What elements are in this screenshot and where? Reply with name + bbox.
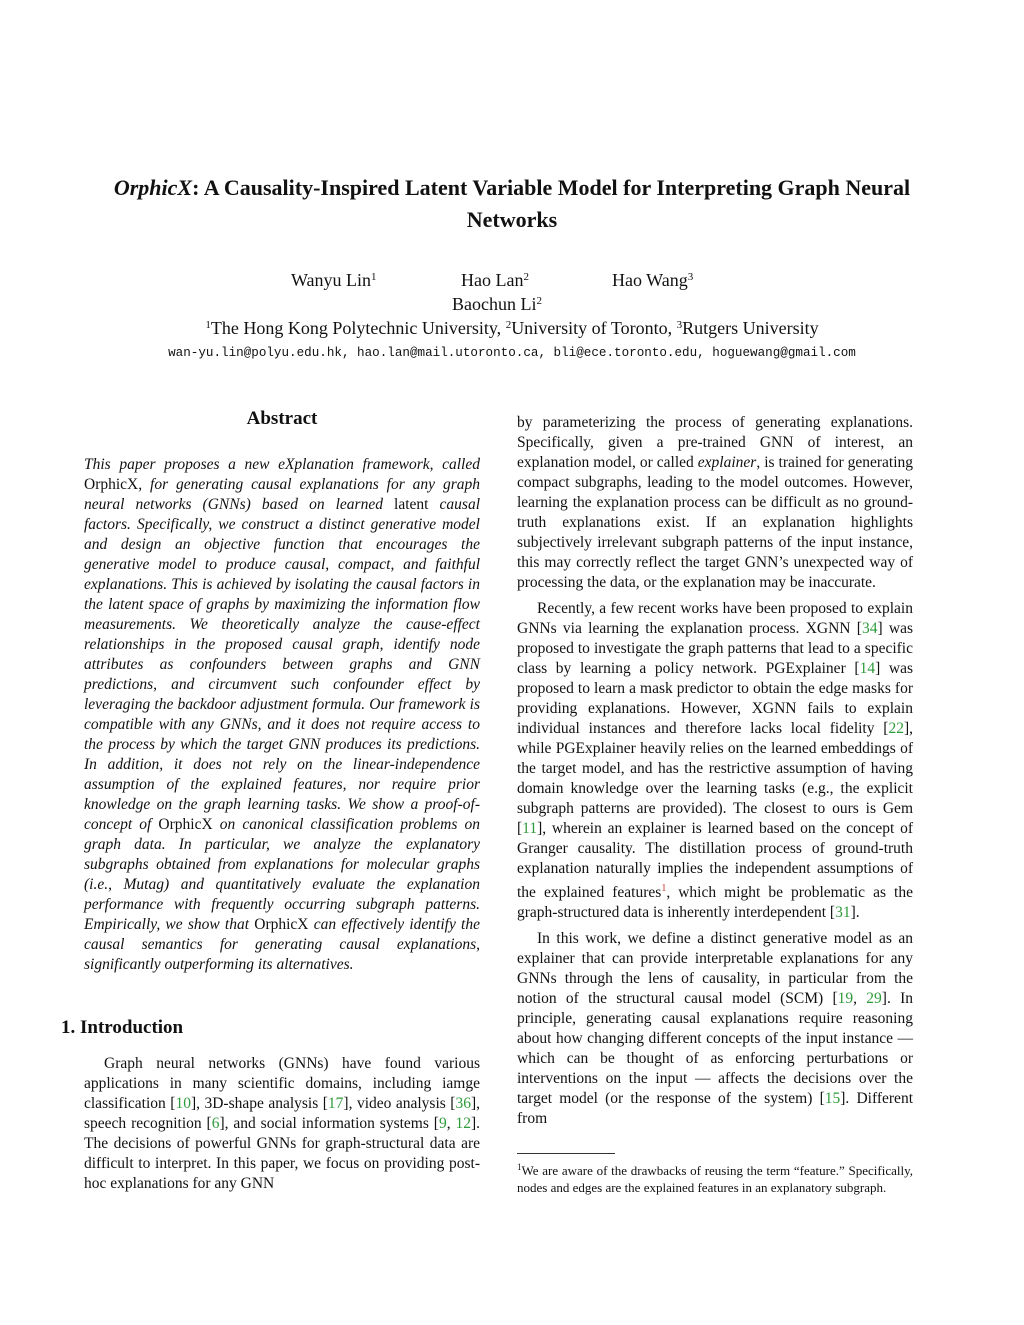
citation-link[interactable]: 6 bbox=[211, 1115, 220, 1132]
citation-link[interactable]: 22 bbox=[888, 720, 904, 737]
citation-link[interactable]: 29 bbox=[866, 990, 882, 1007]
footnote: $^1$We are aware of the drawbacks of reusing the term “feature.” Specifically, nodes and edges are the explained features in an explanatory subgraph. bbox=[517, 1162, 913, 1195]
citation-link[interactable]: 12 bbox=[455, 1115, 471, 1132]
citation-link[interactable]: 17 bbox=[327, 1095, 344, 1112]
title-italic: OrphicX bbox=[113, 175, 193, 200]
right-column bbox=[517, 413, 913, 1129]
right-paragraph-2: Recently, a few recent works have been proposed to explain GNNs via learning the explanation process. XGNN [34] was proposed to investigate the graph patterns that lead to a specific class by learning a policy network. PGExplainer [14] was proposed to learn a mask predictor to obtain the edge masks for providing explanations. However, XGNN fails to explain individual instances and therefore lacks local fidelity [22], while PGExplainer heavily relies on the learned embeddings of the target model, and has the restrictive assumption of having domain knowledge over the learning tasks (e.g., the explicit subgraph patterns are provided). The closest to ours is Gem [11], wherein an explainer is learned based on the concept of Granger causality. The distillation process of ground-truth explanation naturally implies the independent assumptions of the explained features$^1$, which might be problematic as the graph-structured data is inherently interdependent [31]. bbox=[517, 600, 913, 921]
author-1: Wanyu Lin$^1$ bbox=[291, 270, 377, 290]
author-3: Hao Wang$^3$ bbox=[612, 270, 694, 290]
citation-link[interactable]: 34 bbox=[861, 620, 878, 637]
right-paragraph-3: In this work, we define a distinct generative model as an explainer that can provide interpretable explanations for any GNNs through the lens of causality, in particular from the notion of the structural causal model (SCM) [19, 29]. In principle, generating causal explanations require reasoning about how changing different concepts of the input instance — which can be thought of as enforcing perturbations or interventions on the input — affects the decisions over the target model (or the response of the system) [15]. Different from bbox=[517, 930, 914, 1127]
section-heading-introduction: 1. Introduction bbox=[61, 1017, 184, 1038]
citation-link[interactable]: 10 bbox=[175, 1095, 191, 1112]
abstract-body: This paper proposes a new eXplanation framework, called OrphicX, for generating causal explanations for any graph neural networks (GNNs) based on learned latent causal factors. Specifically, we construct a distinct generative model and design an objective function that encourages the generative model to produce causal, compact, and faithful explanations. This is achieved by isolating the causal factors in the latent space of graphs by maximizing the information flow measurements. We theoretically analyze the cause-effect relationships in the proposed causal graph, identify node attributes as confounders between graphs and GNN predictions, and circumvent such confounder effect by leveraging the backdoor adjustment formula. Our framework is compatible with any GNNs, and it does not require access to the process by which the target GNN produces its predictions. In addition, it does not rely on the linear-independence assumption of the explained features, nor require prior knowledge on the graph learning tasks. We show a proof-of-concept of OrphicX on canonical classification problems on graph data. In particular, we analyze the explanatory subgraphs obtained from explanations for molecular graphs (i.e., Mutag) and quantitatively evaluate the explanation performance with frequently occurring subgraph patterns. Empirically, we show that OrphicX can effectively identify the causal semantics for generating causal explanations, significantly outperforming its alternatives. bbox=[84, 456, 481, 973]
affiliations: $^1$The Hong Kong Polytechnic University, $^2$University of Toronto, $^3$Rutgers University bbox=[205, 318, 819, 338]
citation-link[interactable]: 31 bbox=[835, 904, 851, 921]
footnote-ref[interactable]: 1 bbox=[661, 883, 667, 894]
citation-link[interactable]: 19 bbox=[837, 990, 854, 1007]
author-emails: wan-yu.lin@polyu.edu.hk, hao.lan@mail.utoronto.ca, bli@ece.toronto.edu, hoguewang@gmail.com bbox=[168, 346, 856, 360]
paper-title bbox=[80, 172, 944, 236]
title-rest: : A Causality-Inspired Latent Variable Model for Interpreting Graph Neural Networks bbox=[192, 175, 911, 232]
citation-link[interactable]: 9 bbox=[438, 1115, 447, 1132]
footnote-divider bbox=[517, 1153, 615, 1154]
abstract-heading: Abstract bbox=[246, 408, 318, 429]
intro-paragraph: Graph neural networks (GNNs) have found various applications in many scientific domains, including iamge classification [10], 3D-shape analysis [17], video analysis [36], speech recognition [6], and social information systems [9, 12]. The decisions of powerful GNNs for graph-structural data are difficult to interpret. In this paper, we focus on providing post-hoc explanations for any GNN bbox=[84, 1055, 481, 1192]
citation-link[interactable]: 36 bbox=[455, 1095, 471, 1112]
citation-link[interactable]: 14 bbox=[859, 660, 876, 677]
citation-link[interactable]: 15 bbox=[824, 1090, 841, 1107]
citation-link[interactable]: 11 bbox=[522, 820, 538, 837]
author-4: Baochun Li$^2$ bbox=[452, 294, 542, 314]
author-2: Hao Lan$^2$ bbox=[461, 270, 529, 290]
right-paragraph-1: by parameterizing the process of generating explanations. Specifically, given a pre-trained GNN of interest, an explanation model, or called explainer, is trained for generating compact subgraphs, leading to the model outcomes. However, learning the explanation process can be difficult as no ground-truth explanations exist. If an explanation highlights subjectively irrelevant subgraph patterns of the input instance, this may correctly reflect the target GNN’s unexpected way of processing the data, or the explanation may be inaccurate. bbox=[517, 414, 913, 591]
